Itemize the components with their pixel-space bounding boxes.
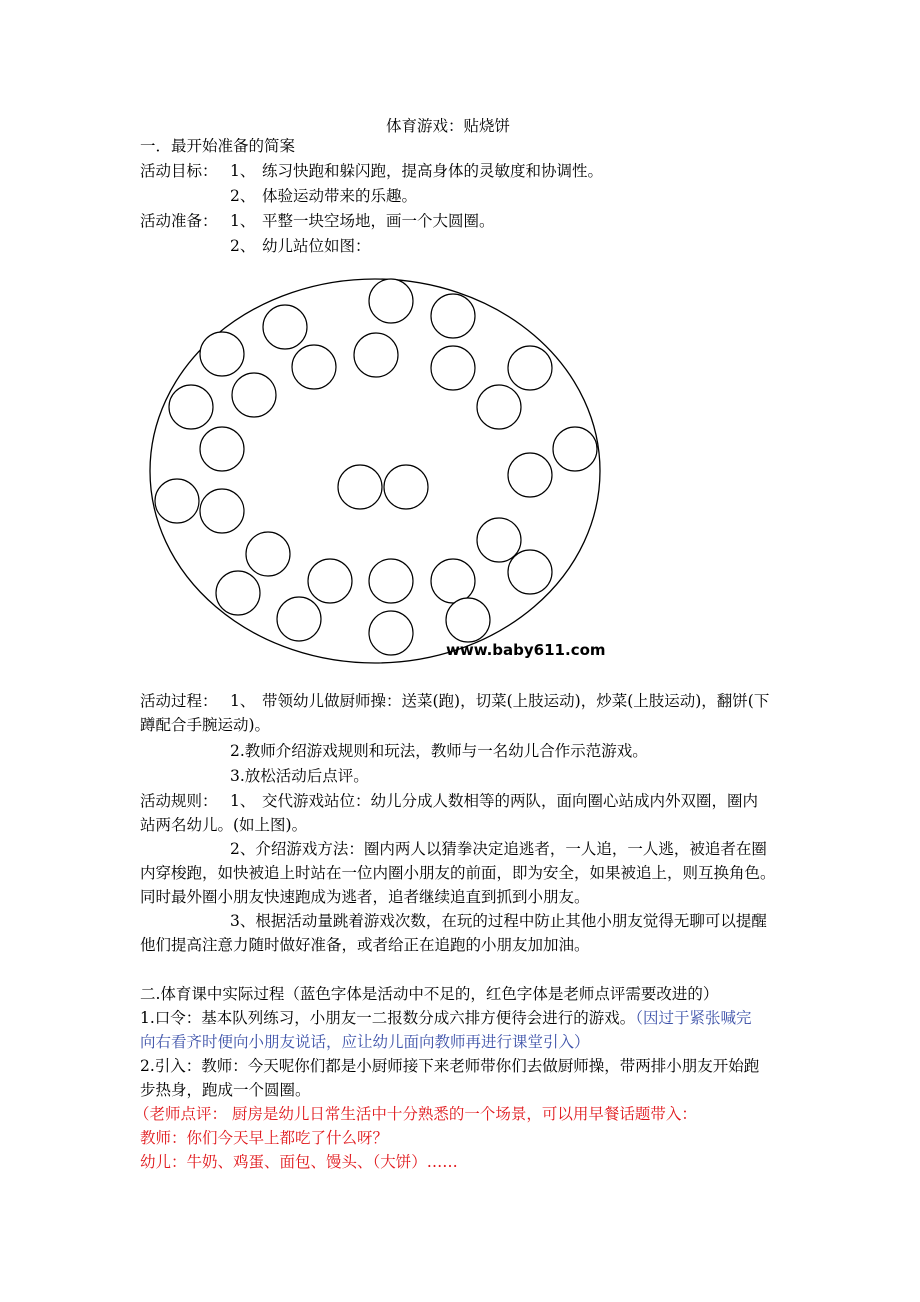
child-circle	[431, 346, 475, 390]
section2-p1-line1	[140, 1007, 752, 1029]
p1-blue-note-continued: 向右看齐时便向小朋友说话，应让幼儿面向教师再进行课堂引入）	[140, 1033, 590, 1051]
goals-label: 活动目标：	[140, 162, 218, 180]
child-circle	[232, 373, 276, 417]
child-circle	[200, 332, 244, 376]
rules-label: 活动规则：	[140, 792, 218, 810]
rules3-text-b: 他们提高注意力随时做好准备，或者给正在追跑的小朋友加加油。	[140, 936, 590, 954]
teacher-comment-line3: 幼儿：牛奶、鸡蛋、面包、馒头、（大饼）……	[140, 1153, 458, 1171]
child-circle	[292, 345, 336, 389]
teacher-comment-line1: （老师点评： 厨房是幼儿日常生活中十分熟悉的一个场景，可以用早餐话题带入：	[134, 1105, 697, 1123]
child-circle	[277, 597, 321, 641]
prep2-number: 2、	[230, 237, 256, 255]
page-title: 体育游戏：贴烧饼	[386, 117, 511, 135]
section2-heading: 二.体育课中实际过程（蓝色字体是活动中不足的，红色字体是老师点评需要改进的）	[140, 985, 719, 1003]
process-label: 活动过程：	[140, 692, 218, 710]
child-circle	[553, 427, 597, 471]
teacher-comment-line2: 教师：你们今天早上都吃了什么呀？	[140, 1129, 389, 1147]
prep2-text: 幼儿站位如图：	[262, 237, 371, 255]
child-circle	[354, 333, 398, 377]
process1-text-b: 蹲配合手腕运动)。	[140, 716, 271, 734]
center-child-circle	[384, 465, 428, 509]
prep-label: 活动准备：	[140, 212, 218, 230]
child-circle	[216, 571, 260, 615]
process1-text-a: 带领幼儿做厨师操：送菜(跑)，切菜(上肢运动)，炒菜(上肢运动)，翻饼(下	[262, 692, 770, 710]
goal2-text: 体验运动带来的乐趣。	[262, 187, 418, 205]
process3-text: 3.放松活动后点评。	[230, 767, 369, 785]
child-circle	[169, 385, 213, 429]
rules1-text-a: 交代游戏站位：幼儿分成人数相等的两队，面向圈心站成内外双圈，圈内	[262, 792, 759, 810]
goal1-number: 1、	[230, 162, 256, 180]
child-circle	[308, 559, 352, 603]
child-circle	[508, 550, 552, 594]
goal1-text: 练习快跑和躲闪跑，提高身体的灵敏度和协调性。	[262, 162, 604, 180]
rules3-text-a: 3、根据活动量跳着游戏次数，在玩的过程中防止其他小朋友觉得无聊可以提醒	[230, 912, 767, 930]
child-circle	[508, 453, 552, 497]
child-circle	[446, 598, 490, 642]
rules2-text-a: 2、介绍游戏方法：圈内两人以猜拳决定追逃者，一人追，一人逃，被追者在圈	[230, 840, 767, 858]
section2-p2-line1: 2.引入：教师：今天呢你们都是小厨师接下来老师带你们去做厨师操，带两排小朋友开始跑	[140, 1057, 760, 1075]
child-circle	[155, 479, 199, 523]
rules1-text-b: 站两名幼儿。(如上图)。	[140, 816, 308, 834]
child-circle	[431, 559, 475, 603]
process2-text: 2.教师介绍游戏规则和玩法，教师与一名幼儿合作示范游戏。	[230, 742, 648, 760]
center-child-circle	[338, 465, 382, 509]
rules2-text-b: 内穿梭跑，如快被追上时站在一位内圈小朋友的前面，即为安全，如果被追上，则互换角色。	[140, 864, 776, 882]
child-circle	[369, 279, 413, 323]
child-circle	[246, 532, 290, 576]
watermark-text: www.baby611.com	[446, 641, 606, 659]
p1-blue-note: （因过于紧张喊完	[635, 1009, 752, 1027]
p1-black-text: 1.口令：基本队列练习，小朋友一二报数分成六排方便待会进行的游戏。	[140, 1009, 636, 1027]
child-circle	[200, 489, 244, 533]
child-circle	[369, 611, 413, 655]
rules1-number: 1、	[230, 792, 256, 810]
child-circle	[508, 346, 552, 390]
formation-diagram	[148, 270, 608, 670]
prep1-number: 1、	[230, 212, 256, 230]
goal2-number: 2、	[230, 187, 256, 205]
child-circle	[200, 427, 244, 471]
section2-p2-line2: 步热身，跑成一个圆圈。	[140, 1081, 311, 1099]
child-circle	[431, 294, 475, 338]
child-circle	[477, 385, 521, 429]
section1-heading: 一．最开始准备的简案	[140, 137, 296, 155]
child-circle	[369, 559, 413, 603]
rules2-text-c: 同时最外圈小朋友快速跑成为逃者，追者继续追直到抓到小朋友。	[140, 888, 590, 906]
process1-number: 1、	[230, 692, 256, 710]
child-circle	[477, 518, 521, 562]
child-circle	[263, 305, 307, 349]
prep1-text: 平整一块空场地，画一个大圆圈。	[262, 212, 495, 230]
